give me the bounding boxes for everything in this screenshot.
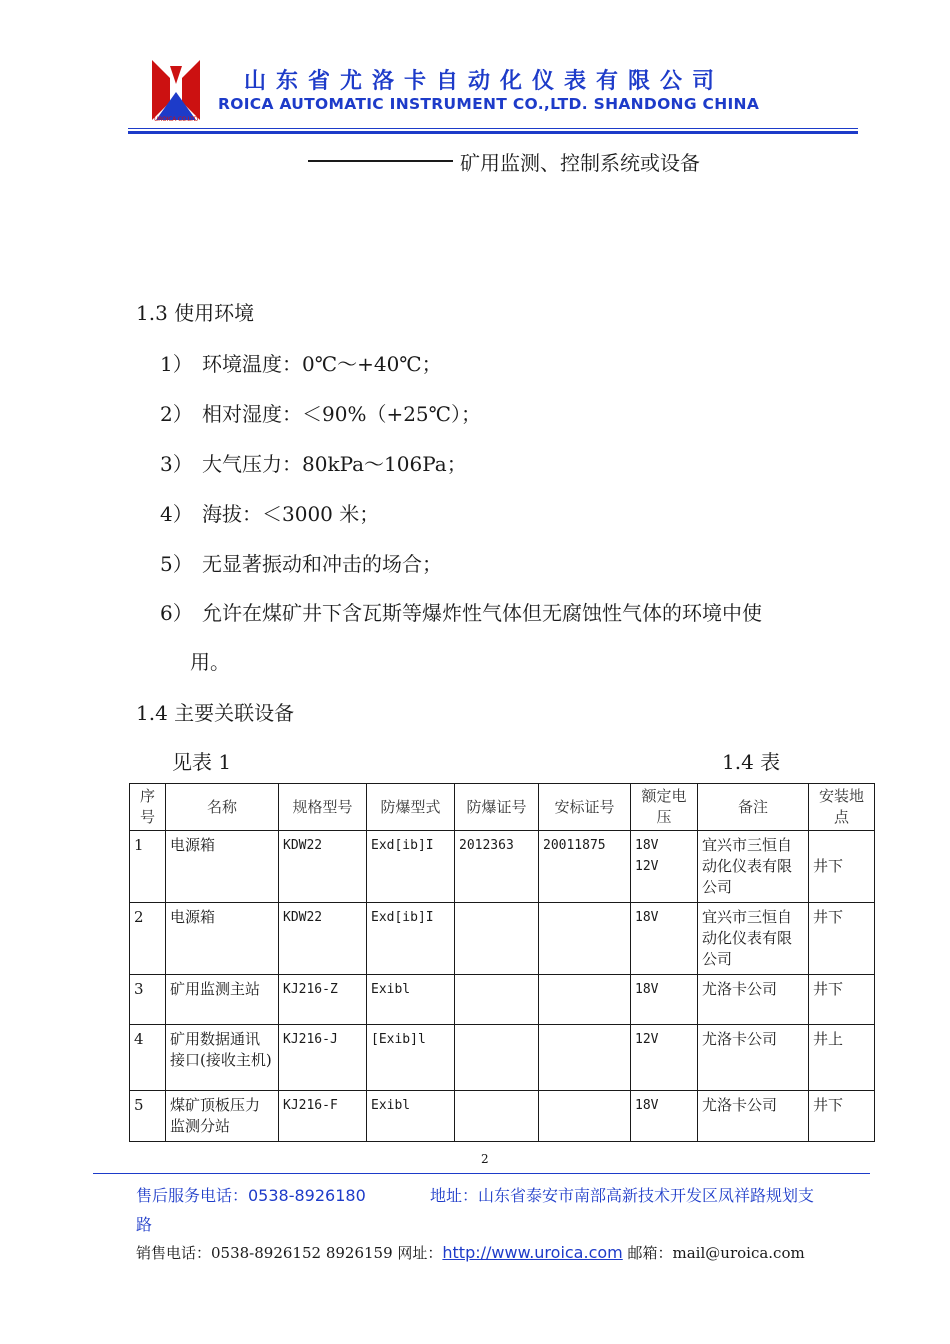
contact-line bbox=[136, 1242, 805, 1263]
header-model: 规格型号 bbox=[279, 784, 367, 831]
env-item-text: 相对湿度：＜90%（+25℃）； bbox=[202, 402, 482, 426]
cell-safety-cert bbox=[539, 1025, 631, 1091]
cell-ex-type: Exibl bbox=[367, 1091, 455, 1142]
header-voltage: 额定电压 bbox=[631, 784, 698, 831]
cell-name: 电源箱 bbox=[166, 903, 279, 975]
cell-seq: 2 bbox=[130, 903, 166, 975]
cell-location: 井下 bbox=[809, 831, 875, 903]
cell-safety-cert bbox=[539, 975, 631, 1025]
env-item-1 bbox=[160, 348, 442, 377]
header-rule-thin bbox=[128, 128, 858, 129]
env-item-6-continuation: 用。 bbox=[190, 650, 230, 674]
cell-ex-cert bbox=[455, 975, 539, 1025]
header-name: 名称 bbox=[166, 784, 279, 831]
cell-model: KDW22 bbox=[279, 831, 367, 903]
section-heading-1-4: 1.4 主要关联设备 bbox=[136, 701, 295, 725]
header-ex-type: 防爆型式 bbox=[367, 784, 455, 831]
cell-voltage: 12V bbox=[631, 1025, 698, 1091]
header-location: 安装地点 bbox=[809, 784, 875, 831]
cell-seq: 1 bbox=[130, 831, 166, 903]
cell-ex-cert bbox=[455, 1025, 539, 1091]
env-item-number: 2） bbox=[160, 402, 193, 426]
cell-remark: 宜兴市三恒自动化仪表有限公司 bbox=[698, 831, 809, 903]
cell-voltage: 18V 12V bbox=[631, 831, 698, 903]
company-address: 地址：山东省泰安市南部高新技术开发区凤祥路规划支 bbox=[430, 1186, 815, 1205]
env-item-number: 3） bbox=[160, 452, 193, 476]
cell-safety-cert bbox=[539, 903, 631, 975]
table-row bbox=[130, 975, 875, 1025]
env-item-text: 大气压力：80kPa～106Pa； bbox=[202, 452, 467, 476]
header-seq: 序号 bbox=[130, 784, 166, 831]
cell-seq: 3 bbox=[130, 975, 166, 1025]
cell-ex-cert bbox=[455, 903, 539, 975]
company-logo bbox=[150, 58, 202, 124]
cell-name: 电源箱 bbox=[166, 831, 279, 903]
cell-voltage: 18V bbox=[631, 1091, 698, 1142]
service-phone: 售后服务电话：0538-8926180 bbox=[136, 1186, 366, 1205]
env-item-text: 海拔：＜3000 米； bbox=[202, 502, 380, 526]
cell-safety-cert bbox=[539, 1091, 631, 1142]
cell-voltage: 18V bbox=[631, 975, 698, 1025]
cell-model: KJ216-J bbox=[279, 1025, 367, 1091]
cell-name: 矿用数据通讯接口(接收主机) bbox=[166, 1025, 279, 1091]
company-name-cn: 山东省尤洛卡自动化仪表有限公司 bbox=[244, 69, 725, 94]
cell-location: 井上 bbox=[809, 1025, 875, 1091]
cell-ex-cert bbox=[455, 1091, 539, 1142]
equipment-table bbox=[129, 783, 875, 1142]
env-item-number: 4） bbox=[160, 502, 193, 526]
env-item-6 bbox=[160, 597, 762, 626]
section-heading-1-3: 1.3 使用环境 bbox=[136, 301, 255, 325]
cell-remark: 尤洛卡公司 bbox=[698, 1025, 809, 1091]
page-number: 2 bbox=[481, 1152, 489, 1166]
cell-voltage: 18V bbox=[631, 903, 698, 975]
env-item-text: 无显著振动和冲击的场合； bbox=[202, 552, 442, 576]
cell-model: KDW22 bbox=[279, 903, 367, 975]
cell-location: 井下 bbox=[809, 903, 875, 975]
env-item-number: 6） bbox=[160, 601, 193, 625]
cell-name: 矿用监测主站 bbox=[166, 975, 279, 1025]
company-address-cont: 路 bbox=[136, 1215, 153, 1234]
header-safety-cert: 安标证号 bbox=[539, 784, 631, 831]
header-remark: 备注 bbox=[698, 784, 809, 831]
cell-model: KJ216-F bbox=[279, 1091, 367, 1142]
env-item-number: 5） bbox=[160, 552, 193, 576]
cell-ex-type: Exd[ib]I bbox=[367, 903, 455, 975]
subtitle-dash bbox=[308, 160, 453, 162]
cell-remark: 尤洛卡公司 bbox=[698, 1091, 809, 1142]
logo-caption: UROICA CO.LTD bbox=[153, 116, 199, 123]
cell-name: 煤矿顶板压力监测分站 bbox=[166, 1091, 279, 1142]
env-item-text: 允许在煤矿井下含瓦斯等爆炸性气体但无腐蚀性气体的环境中使 bbox=[202, 601, 762, 625]
cell-seq: 4 bbox=[130, 1025, 166, 1091]
table-caption: 1.4 表 bbox=[722, 750, 781, 774]
cell-location: 井下 bbox=[809, 1091, 875, 1142]
env-item-3 bbox=[160, 448, 467, 477]
cell-ex-type: Exd[ib]I bbox=[367, 831, 455, 903]
table-row bbox=[130, 1091, 875, 1142]
env-item-2 bbox=[160, 398, 481, 427]
env-item-4 bbox=[160, 498, 379, 527]
header-rule-thick bbox=[128, 131, 858, 134]
env-item-number: 1） bbox=[160, 352, 193, 376]
cell-remark: 尤洛卡公司 bbox=[698, 975, 809, 1025]
cell-seq: 5 bbox=[130, 1091, 166, 1142]
table-row bbox=[130, 831, 875, 903]
website-link[interactable]: http://www.uroica.com bbox=[442, 1243, 623, 1262]
see-table-note: 见表 1 bbox=[172, 750, 232, 774]
email: 邮箱：mail@uroica.com bbox=[622, 1244, 805, 1262]
cell-safety-cert: 20011875 bbox=[539, 831, 631, 903]
sales-phone: 销售电话：0538-8926152 8926159 网址： bbox=[136, 1244, 443, 1262]
header-ex-cert: 防爆证号 bbox=[455, 784, 539, 831]
cell-remark: 宜兴市三恒自动化仪表有限公司 bbox=[698, 903, 809, 975]
cell-model: KJ216-Z bbox=[279, 975, 367, 1025]
footer-rule bbox=[93, 1173, 870, 1174]
cell-ex-cert: 2012363 bbox=[455, 831, 539, 903]
env-item-text: 环境温度：0℃～+40℃； bbox=[202, 352, 442, 376]
table-row bbox=[130, 903, 875, 975]
cell-ex-type: [Exib]l bbox=[367, 1025, 455, 1091]
document-subtitle: 矿用监测、控制系统或设备 bbox=[460, 151, 700, 175]
env-item-5 bbox=[160, 548, 442, 577]
cell-location: 井下 bbox=[809, 975, 875, 1025]
cell-ex-type: Exibl bbox=[367, 975, 455, 1025]
table-header-row bbox=[130, 784, 875, 831]
table-row bbox=[130, 1025, 875, 1091]
company-name-en: ROICA AUTOMATIC INSTRUMENT CO.,LTD. SHANDONG CHINA bbox=[218, 95, 760, 113]
